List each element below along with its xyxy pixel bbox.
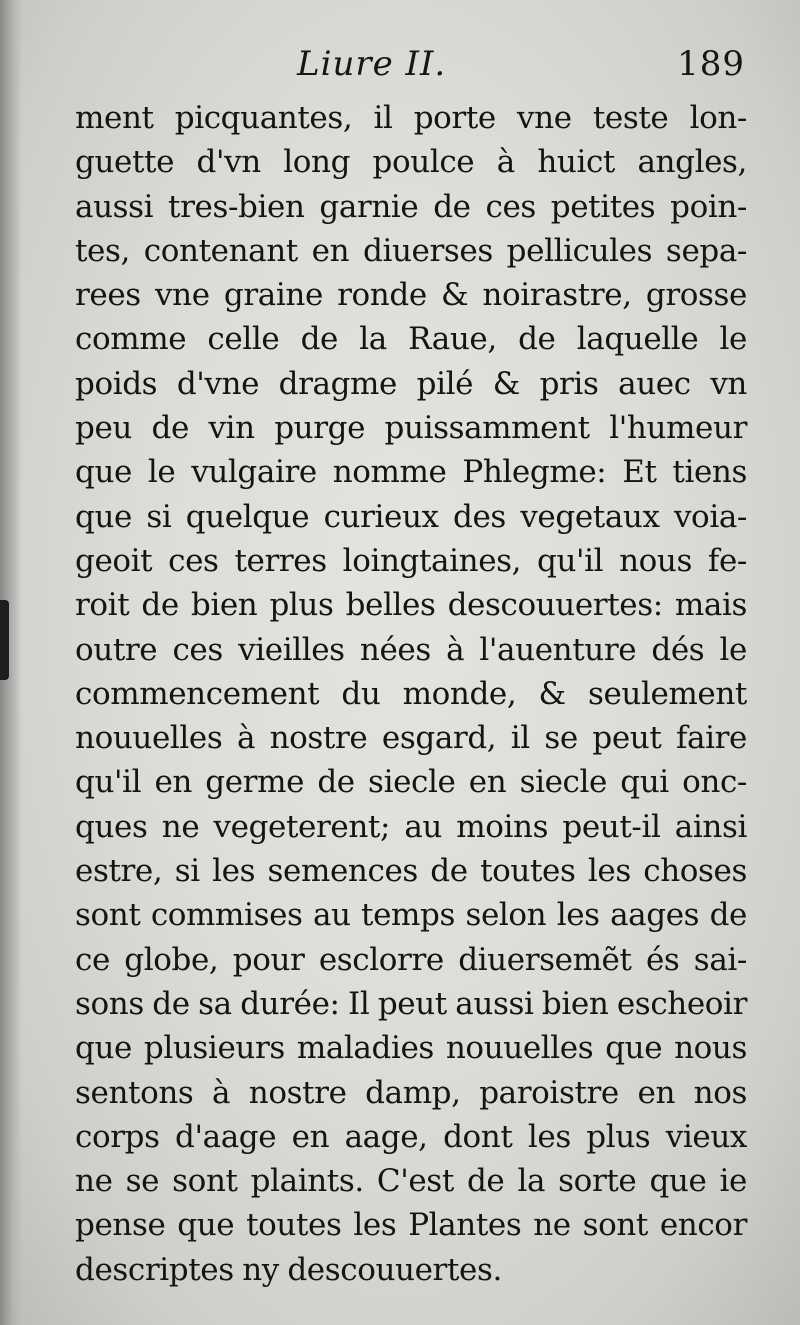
text-line: ques ne vegeterent; au moins peut-il ainsi [75, 808, 747, 845]
text-line: rees vne graine ronde & noirastre, grosse [75, 277, 747, 314]
text-line: geoit ces terres loingtaines, qu'il nous fe- [75, 542, 747, 579]
text-line: guette d'vn long poulce à huict angles, [75, 144, 747, 181]
text-line: ce globe, pour esclorre diuersemẽt és sai- [75, 941, 747, 978]
binding-mark [0, 600, 9, 680]
text-line: poids d'vne dragme pilé & pris auec vn [75, 365, 747, 402]
text-line: sentons à nostre damp, paroistre en nos [75, 1074, 747, 1111]
text-line: que le vulgaire nomme Phlegme: Et tiens [75, 454, 747, 491]
text-line: sont commises au temps selon les aages de [75, 897, 747, 934]
text-line: roit de bien plus belles descouuertes: mais [75, 587, 747, 624]
text-line: ment picquantes, il porte vne teste lon- [75, 100, 747, 136]
text-line: corps d'aage en aage, dont les plus vieux [75, 1118, 747, 1155]
text-line: qu'il en germe de siecle en siecle qui onc- [75, 764, 747, 801]
text-line: outre ces vieilles nées à l'auenture dés le [75, 631, 747, 668]
text-line: que plusieurs maladies nouuelles que nous [75, 1030, 747, 1067]
text-line: peu de vin purge puissamment l'humeur [75, 410, 747, 447]
text-line: descriptes ny descouuertes. [75, 1251, 502, 1288]
text-line: tes, contenant en diuerses pellicules sepa- [75, 232, 747, 269]
text-line: que si quelque curieux des vegetaux voia- [75, 498, 747, 535]
body-text [75, 96, 747, 1292]
text-line: nouuelles à nostre esgard, il se peut faire [75, 720, 747, 757]
text-line: comme celle de la Raue, de laquelle le [75, 321, 747, 358]
text-line: aussi tres-bien garnie de ces petites poin- [75, 188, 747, 225]
page-header [75, 44, 745, 92]
text-line: pense que toutes les Plantes ne sont encor [75, 1207, 747, 1244]
running-title: Liure II. [297, 44, 447, 84]
text-line: ne se sont plaints. C'est de la sorte que ie [75, 1163, 747, 1200]
text-line: commencement du monde, & seulement [75, 675, 747, 712]
text-line: estre, si les semences de toutes les choses [75, 853, 747, 890]
page-number: 189 [677, 44, 745, 84]
text-line: sons de sa durée: Il peut aussi bien escheoir [75, 985, 747, 1022]
